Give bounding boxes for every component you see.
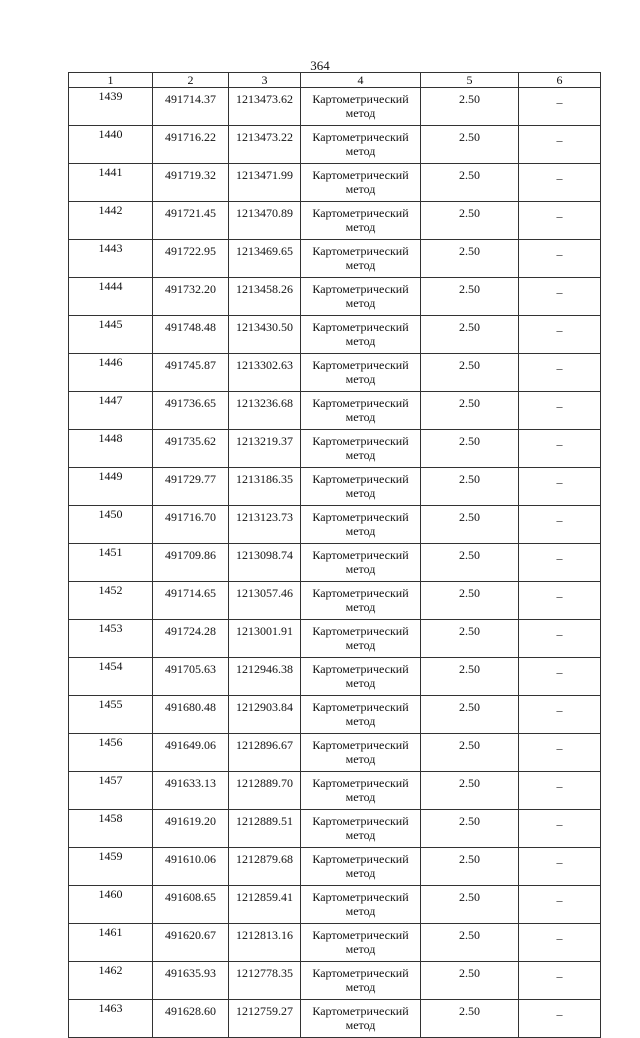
description-cell: – [519,544,601,582]
x-coordinate-cell: 491610.06 [153,848,229,886]
column-header: 4 [301,73,421,88]
table-row [69,240,601,278]
description-cell: – [519,278,601,316]
accuracy-cell: 2.50 [421,468,519,506]
accuracy-cell: 2.50 [421,620,519,658]
accuracy-cell: 2.50 [421,696,519,734]
point-number-cell: 1452 [69,582,153,620]
method-cell: Картометрический метод [301,430,421,468]
y-coordinate-cell: 1212896.67 [229,734,301,772]
x-coordinate-cell: 491736.65 [153,392,229,430]
point-number-cell: 1457 [69,772,153,810]
y-coordinate-cell: 1213473.62 [229,88,301,126]
y-coordinate-cell: 1213470.89 [229,202,301,240]
y-coordinate-cell: 1212903.84 [229,696,301,734]
table-row [69,354,601,392]
x-coordinate-cell: 491608.65 [153,886,229,924]
description-cell: – [519,962,601,1000]
method-cell: Картометрический метод [301,620,421,658]
x-coordinate-cell: 491705.63 [153,658,229,696]
x-coordinate-cell: 491714.37 [153,88,229,126]
table-header [69,73,601,88]
method-cell: Картометрический метод [301,354,421,392]
point-number-cell: 1463 [69,1000,153,1038]
y-coordinate-cell: 1212759.27 [229,1000,301,1038]
accuracy-cell: 2.50 [421,164,519,202]
description-cell: – [519,886,601,924]
accuracy-cell: 2.50 [421,88,519,126]
accuracy-cell: 2.50 [421,316,519,354]
table-row [69,278,601,316]
description-cell: – [519,240,601,278]
x-coordinate-cell: 491732.20 [153,278,229,316]
accuracy-cell: 2.50 [421,886,519,924]
table-row [69,316,601,354]
point-number-cell: 1461 [69,924,153,962]
y-coordinate-cell: 1212946.38 [229,658,301,696]
accuracy-cell: 2.50 [421,1000,519,1038]
description-cell: – [519,88,601,126]
method-cell: Картометрический метод [301,962,421,1000]
accuracy-cell: 2.50 [421,278,519,316]
method-cell: Картометрический метод [301,164,421,202]
x-coordinate-cell: 491714.65 [153,582,229,620]
x-coordinate-cell: 491633.13 [153,772,229,810]
description-cell: – [519,506,601,544]
accuracy-cell: 2.50 [421,772,519,810]
point-number-cell: 1459 [69,848,153,886]
point-number-cell: 1448 [69,430,153,468]
table-row [69,88,601,126]
y-coordinate-cell: 1213302.63 [229,354,301,392]
point-number-cell: 1455 [69,696,153,734]
table-row [69,886,601,924]
accuracy-cell: 2.50 [421,924,519,962]
y-coordinate-cell: 1212778.35 [229,962,301,1000]
point-number-cell: 1462 [69,962,153,1000]
table-body [69,88,601,1038]
table-row [69,544,601,582]
method-cell: Картометрический метод [301,734,421,772]
method-cell: Картометрический метод [301,88,421,126]
point-number-cell: 1444 [69,278,153,316]
description-cell: – [519,772,601,810]
table-row [69,164,601,202]
table-row [69,468,601,506]
description-cell: – [519,316,601,354]
point-number-cell: 1449 [69,468,153,506]
description-cell: – [519,126,601,164]
description-cell: – [519,734,601,772]
table-row [69,924,601,962]
point-number-cell: 1456 [69,734,153,772]
y-coordinate-cell: 1213236.68 [229,392,301,430]
column-header: 6 [519,73,601,88]
accuracy-cell: 2.50 [421,354,519,392]
description-cell: – [519,658,601,696]
x-coordinate-cell: 491628.60 [153,1000,229,1038]
method-cell: Картометрический метод [301,886,421,924]
x-coordinate-cell: 491716.70 [153,506,229,544]
table-row [69,734,601,772]
method-cell: Картометрический метод [301,468,421,506]
description-cell: – [519,354,601,392]
table-row [69,1000,601,1038]
point-number-cell: 1458 [69,810,153,848]
method-cell: Картометрический метод [301,506,421,544]
y-coordinate-cell: 1213430.50 [229,316,301,354]
column-header: 2 [153,73,229,88]
y-coordinate-cell: 1213469.65 [229,240,301,278]
description-cell: – [519,430,601,468]
table-row [69,658,601,696]
table-row [69,506,601,544]
point-number-cell: 1445 [69,316,153,354]
method-cell: Картометрический метод [301,316,421,354]
method-cell: Картометрический метод [301,544,421,582]
description-cell: – [519,1000,601,1038]
description-cell: – [519,696,601,734]
accuracy-cell: 2.50 [421,430,519,468]
point-number-cell: 1454 [69,658,153,696]
y-coordinate-cell: 1213098.74 [229,544,301,582]
accuracy-cell: 2.50 [421,734,519,772]
point-number-cell: 1443 [69,240,153,278]
x-coordinate-cell: 491719.32 [153,164,229,202]
table-row [69,696,601,734]
method-cell: Картометрический метод [301,582,421,620]
method-cell: Картометрический метод [301,696,421,734]
accuracy-cell: 2.50 [421,202,519,240]
description-cell: – [519,620,601,658]
description-cell: – [519,164,601,202]
table-header-row [69,73,601,88]
method-cell: Картометрический метод [301,1000,421,1038]
point-number-cell: 1440 [69,126,153,164]
x-coordinate-cell: 491724.28 [153,620,229,658]
column-header: 1 [69,73,153,88]
method-cell: Картометрический метод [301,772,421,810]
y-coordinate-cell: 1213471.99 [229,164,301,202]
method-cell: Картометрический метод [301,392,421,430]
description-cell: – [519,810,601,848]
table-row [69,620,601,658]
y-coordinate-cell: 1213057.46 [229,582,301,620]
x-coordinate-cell: 491619.20 [153,810,229,848]
accuracy-cell: 2.50 [421,582,519,620]
x-coordinate-cell: 491735.62 [153,430,229,468]
table-row [69,202,601,240]
accuracy-cell: 2.50 [421,240,519,278]
description-cell: – [519,924,601,962]
y-coordinate-cell: 1212889.70 [229,772,301,810]
y-coordinate-cell: 1212889.51 [229,810,301,848]
y-coordinate-cell: 1213186.35 [229,468,301,506]
accuracy-cell: 2.50 [421,126,519,164]
accuracy-cell: 2.50 [421,658,519,696]
point-number-cell: 1453 [69,620,153,658]
method-cell: Картометрический метод [301,278,421,316]
table-row [69,772,601,810]
accuracy-cell: 2.50 [421,848,519,886]
point-number-cell: 1441 [69,164,153,202]
method-cell: Картометрический метод [301,810,421,848]
point-number-cell: 1442 [69,202,153,240]
table-row [69,962,601,1000]
x-coordinate-cell: 491620.67 [153,924,229,962]
column-header: 5 [421,73,519,88]
table-row [69,582,601,620]
table-row [69,126,601,164]
y-coordinate-cell: 1213219.37 [229,430,301,468]
description-cell: – [519,392,601,430]
accuracy-cell: 2.50 [421,392,519,430]
point-number-cell: 1450 [69,506,153,544]
page-number: 364 [310,58,330,73]
y-coordinate-cell: 1213473.22 [229,126,301,164]
y-coordinate-cell: 1213001.91 [229,620,301,658]
method-cell: Картометрический метод [301,240,421,278]
y-coordinate-cell: 1213123.73 [229,506,301,544]
table-row [69,392,601,430]
column-header: 3 [229,73,301,88]
method-cell: Картометрический метод [301,126,421,164]
method-cell: Картометрический метод [301,202,421,240]
point-number-cell: 1439 [69,88,153,126]
point-number-cell: 1460 [69,886,153,924]
table-row [69,430,601,468]
x-coordinate-cell: 491721.45 [153,202,229,240]
x-coordinate-cell: 491635.93 [153,962,229,1000]
point-number-cell: 1451 [69,544,153,582]
accuracy-cell: 2.50 [421,506,519,544]
x-coordinate-cell: 491745.87 [153,354,229,392]
description-cell: – [519,582,601,620]
description-cell: – [519,468,601,506]
x-coordinate-cell: 491649.06 [153,734,229,772]
point-number-cell: 1447 [69,392,153,430]
description-cell: – [519,202,601,240]
table-row [69,848,601,886]
x-coordinate-cell: 491709.86 [153,544,229,582]
y-coordinate-cell: 1212813.16 [229,924,301,962]
y-coordinate-cell: 1212879.68 [229,848,301,886]
x-coordinate-cell: 491729.77 [153,468,229,506]
point-number-cell: 1446 [69,354,153,392]
method-cell: Картометрический метод [301,848,421,886]
accuracy-cell: 2.50 [421,544,519,582]
coordinates-table [68,72,601,1038]
method-cell: Картометрический метод [301,924,421,962]
accuracy-cell: 2.50 [421,810,519,848]
y-coordinate-cell: 1213458.26 [229,278,301,316]
accuracy-cell: 2.50 [421,962,519,1000]
description-cell: – [519,848,601,886]
x-coordinate-cell: 491722.95 [153,240,229,278]
x-coordinate-cell: 491748.48 [153,316,229,354]
table-row [69,810,601,848]
method-cell: Картометрический метод [301,658,421,696]
x-coordinate-cell: 491680.48 [153,696,229,734]
y-coordinate-cell: 1212859.41 [229,886,301,924]
x-coordinate-cell: 491716.22 [153,126,229,164]
